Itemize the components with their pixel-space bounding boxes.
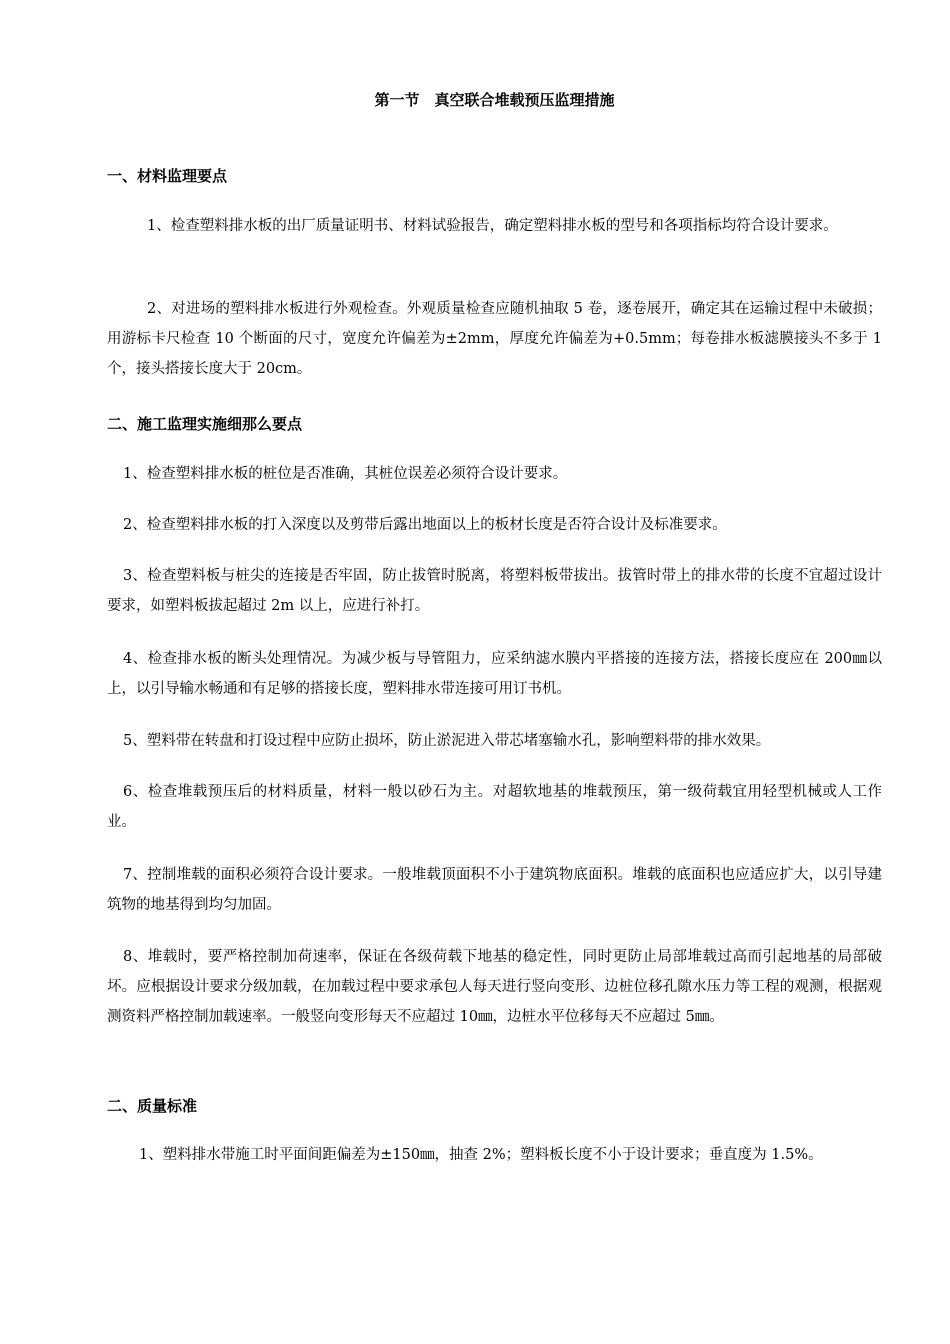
paragraph-construction-5: 5、塑料带在转盘和打设过程中应防止损坏，防止淤泥进入带芯堵塞输水孔，影响塑料带的排水效果。 — [123, 733, 771, 749]
heading-quality-standard: 二、质量标准 — [107, 1097, 198, 1115]
paragraph-construction-6: 6、检查堆载预压后的材料质量，材料一般以砂石为主。对超软地基的堆载预压，第一级荷载宜用轻型机械或人工作业。 — [107, 784, 882, 830]
paragraph-construction-4: 4、检查排水板的断头处理情况。为减少板与导管阻力，应采纳滤水膜内平搭接的连接方法，搭接长度应在 200㎜以上，以引导输水畅通和有足够的搭接长度，塑料排水带连接可用订书机。 — [107, 651, 882, 697]
heading-material-supervision: 一、材料监理要点 — [107, 167, 228, 185]
section-title: 第一节 真空联合堆载预压监理措施 — [374, 91, 615, 109]
paragraph-construction-7: 7、控制堆载的面积必须符合设计要求。一般堆载顶面积不小于建筑物底面积。堆载的底面积也应适应扩大，以引导建筑物的地基得到均匀加固。 — [107, 867, 882, 913]
paragraph-material-2: 2、对进场的塑料排水板进行外观检查。外观质量检查应随机抽取 5 卷，逐卷展开，确定其在运输过程中未破损；用游标卡尺检查 10 个断面的尺寸，宽度允许偏差为±2mm，厚度允许偏差为+0.5mm；每卷排水板滤膜接头不多于 1 个，接头搭接长度大于 20cm。 — [107, 301, 882, 377]
paragraph-material-1: 1、检查塑料排水板的出厂质量证明书、材料试验报告，确定塑料排水板的型号和各项指标均符合设计要求。 — [147, 218, 838, 234]
heading-construction-supervision: 二、施工监理实施细那么要点 — [107, 415, 303, 433]
paragraph-quality-1: 1、塑料排水带施工时平面间距偏差为±150㎜，抽查 2%；塑料板长度不小于设计要求；垂直度为 1.5%。 — [139, 1147, 823, 1163]
paragraph-construction-1: 1、检查塑料排水板的桩位是否准确，其桩位误差必须符合设计要求。 — [123, 466, 568, 482]
paragraph-construction-2: 2、检查塑料排水板的打入深度以及剪带后露出地面以上的板材长度是否符合设计及标准要求。 — [123, 517, 727, 533]
paragraph-construction-8: 8、堆载时，要严格控制加荷速率，保证在各级荷载下地基的稳定性，同时更防止局部堆载过高而引起地基的局部破坏。应根据设计要求分级加载，在加载过程中要求承包人每天进行竖向变形、边桩位移孔隙水压力等工程的观测，根据观测资料严格控制加载速率。一般竖向变形每天不应超过 10㎜，边桩水平位移每天不应超过 5㎜。 — [107, 949, 882, 1025]
paragraph-construction-3: 3、检查塑料板与桩尖的连接是否牢固，防止拔管时脱离，将塑料板带拔出。拔管时带上的排水带的长度不宜超过设计要求，如塑料板拔起超过 2m 以上，应进行补打。 — [107, 568, 882, 614]
